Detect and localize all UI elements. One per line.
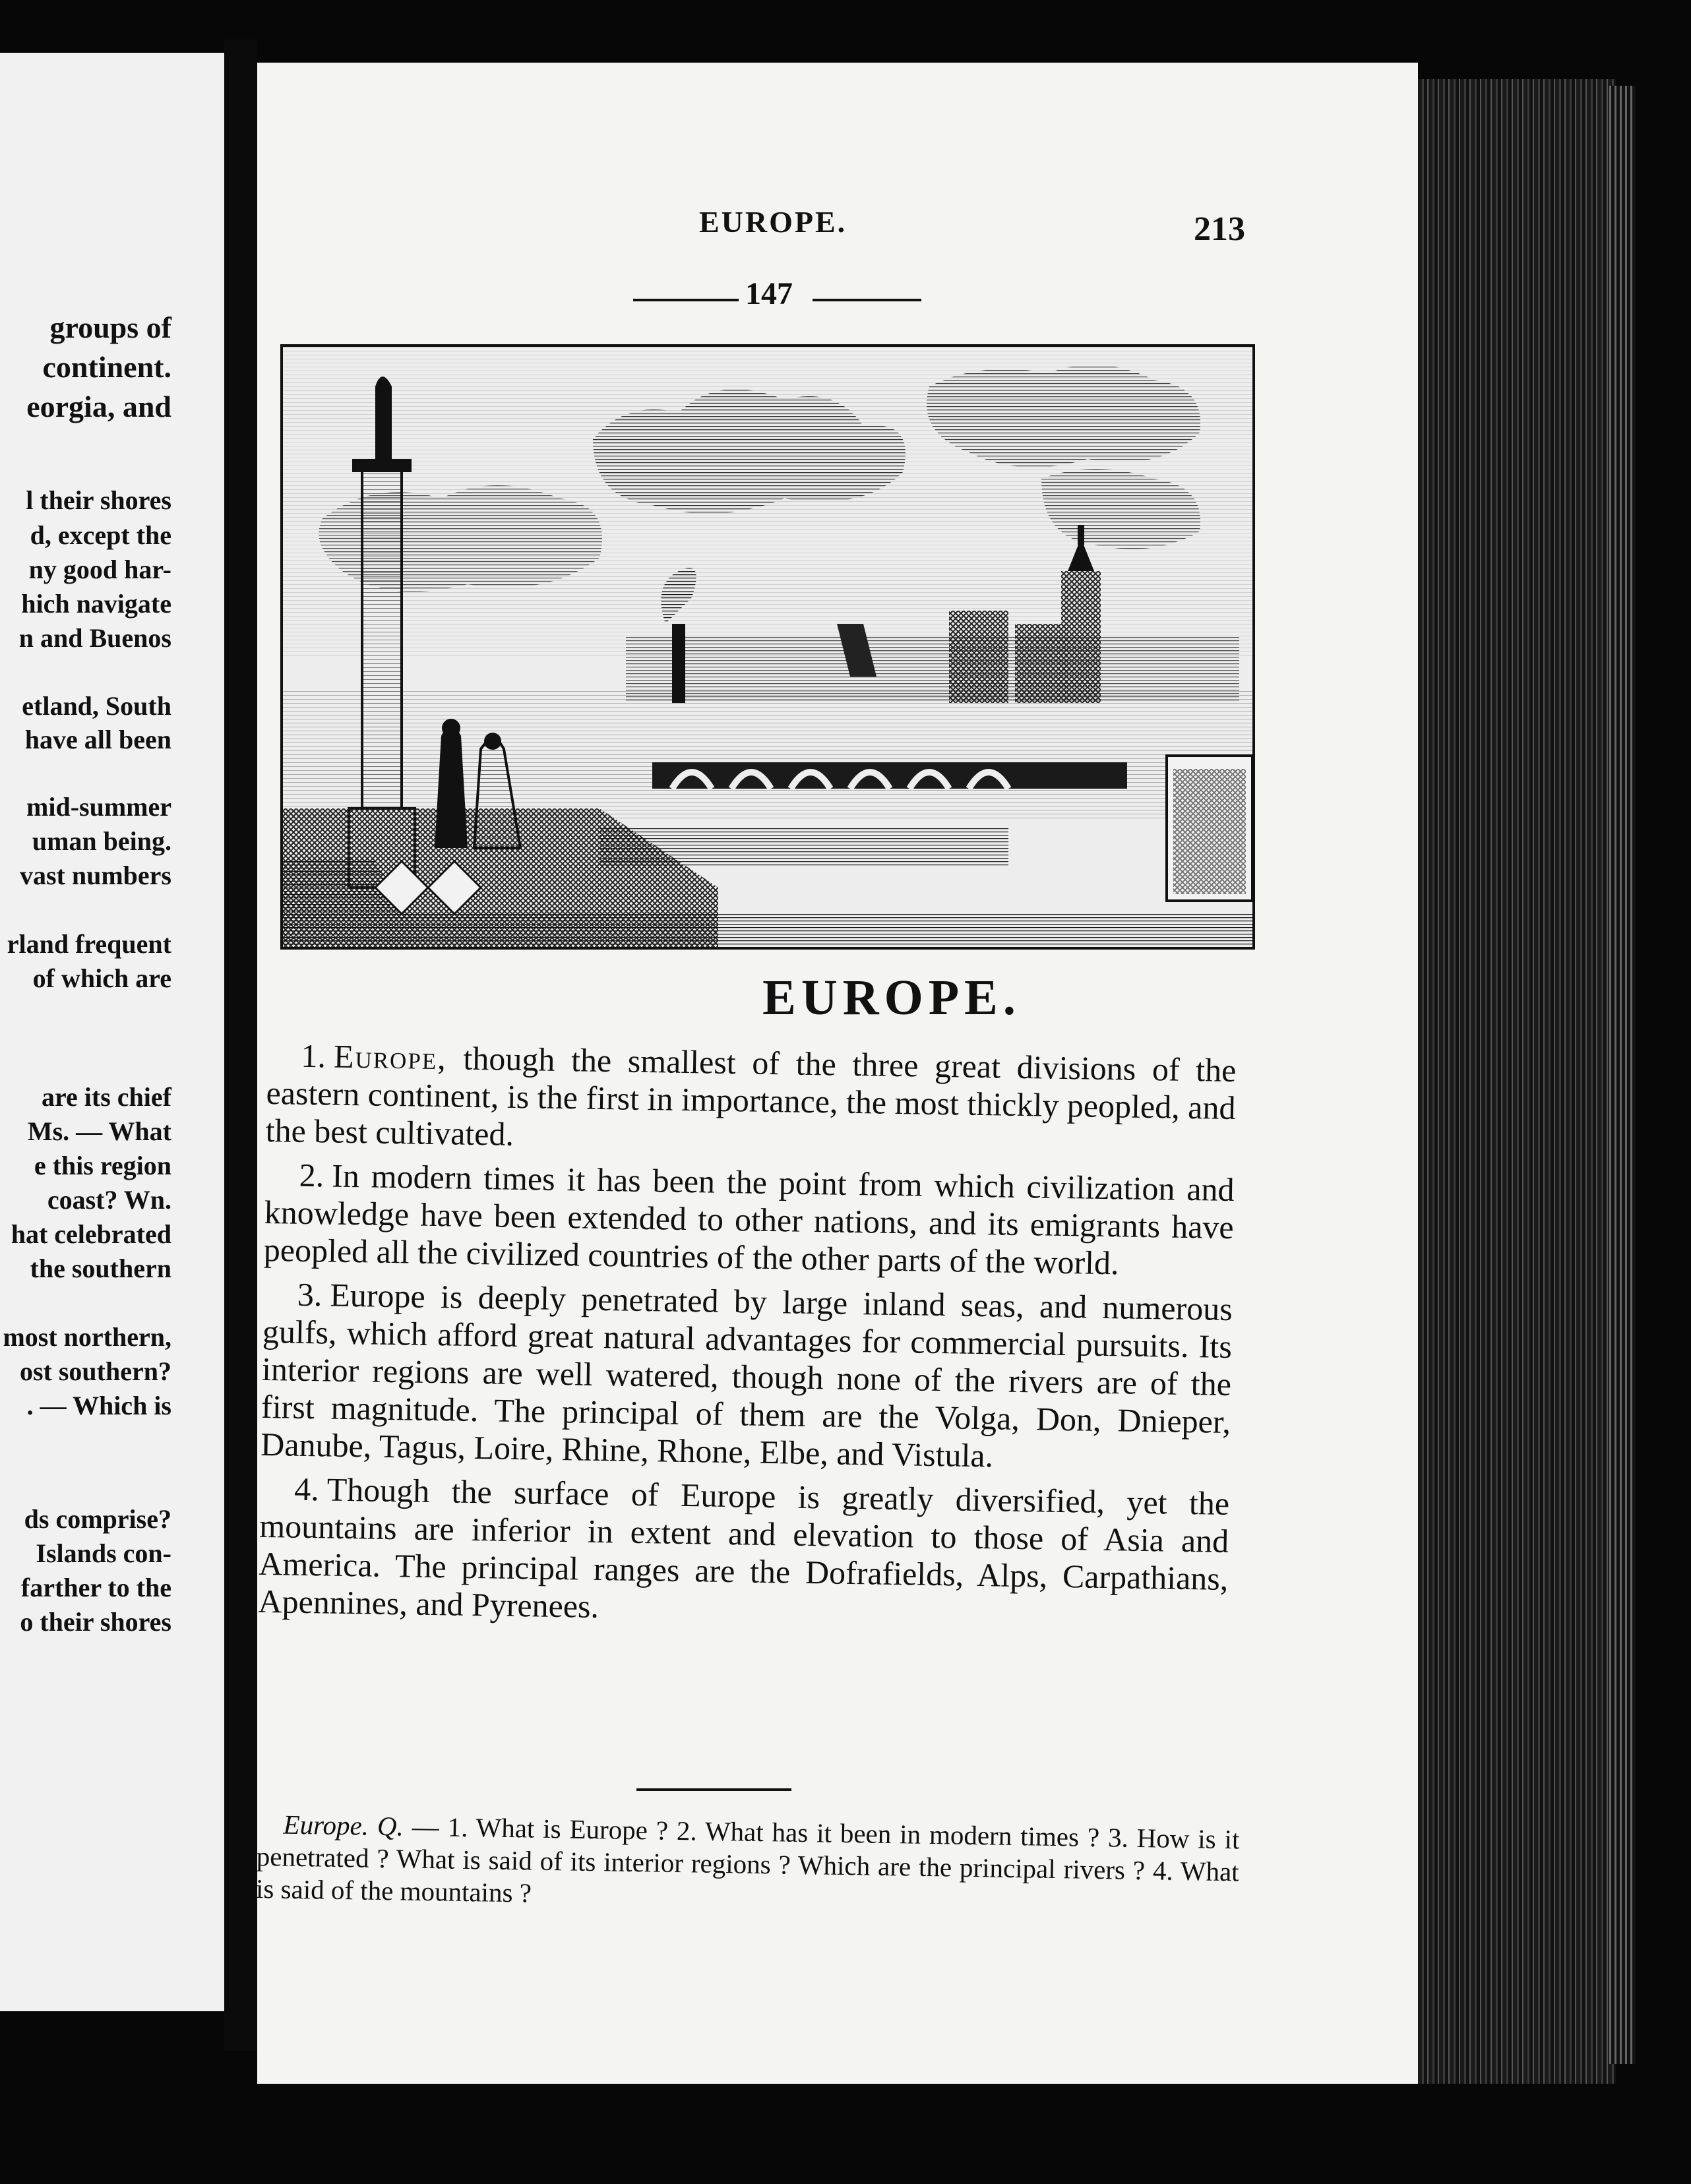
bridge <box>652 762 1127 789</box>
paragraph-1 <box>265 1037 1237 1165</box>
paragraph-lead-word: Europe, <box>333 1037 448 1077</box>
facing-page-line: rland frequent <box>7 929 171 959</box>
paragraph-number: 1. <box>301 1037 326 1075</box>
facing-page-line: the southern <box>30 1254 171 1283</box>
facing-page-line: are its chief <box>42 1082 171 1112</box>
facing-page-line: Ms. — What <box>27 1116 171 1146</box>
facing-page-line: groups of <box>49 311 171 344</box>
questions-lead: Europe. Q. <box>283 1809 404 1842</box>
facing-page-line: ost southern? <box>19 1356 171 1386</box>
facing-page-line: have all been <box>24 725 171 754</box>
paragraph-number: 3. <box>297 1275 323 1314</box>
engraving-drawing <box>283 347 1252 947</box>
facing-page-line: vast numbers <box>19 861 171 890</box>
engraving-river-city-view <box>280 344 1255 950</box>
page-edges <box>1418 79 1616 2084</box>
facing-page-line: Islands con- <box>36 1538 171 1568</box>
facing-page-fragment <box>0 53 224 2011</box>
facing-page-line: most northern, <box>3 1322 171 1352</box>
facing-page-line: coast? Wn. <box>47 1185 171 1215</box>
facing-page-line: e this region <box>34 1151 171 1180</box>
facing-page-line: hich navigate <box>21 589 171 619</box>
right-building <box>1167 756 1252 901</box>
facing-page-line: etland, South <box>22 691 171 721</box>
facing-page-line: continent. <box>42 350 171 384</box>
river <box>283 690 1252 822</box>
paragraph-text: though the smallest of the three great divisions of the eastern continent, is the first in importance, the most thickly peopled, and the best cultivated. <box>265 1039 1237 1153</box>
paragraph-number: 2. <box>299 1156 324 1194</box>
facing-page-line: uman being. <box>32 826 171 856</box>
facing-page-line: . — Which is <box>26 1391 171 1420</box>
facing-page-line: n and Buenos <box>18 623 171 653</box>
facing-page-line: l their shores <box>26 485 171 515</box>
running-head: EUROPE. <box>699 205 847 239</box>
review-questions <box>256 1808 1240 1920</box>
statue <box>375 377 392 459</box>
paragraph-text: In modern times it has been the point from which civilization and knowledge have been extended to other nations, and its emigrants have peopled all the civilized countries of the other parts of the world. <box>263 1157 1235 1282</box>
paragraph-3 <box>261 1275 1233 1478</box>
paragraph-text: Europe is deeply penetrated by large inland seas, and numerous gulfs, which afford great natural advantages for commercial pursuits. Its interior regions are well watered, though none of the rivers are of the first magnitude. The principal of them are the Volga, Don, Dnieper, Danube, Tagus, Loire, Rhine, Rhone, Elbe, and Vistula. <box>260 1276 1233 1474</box>
questions-text: — 1. What is Europe ? 2. What has it been in modern times ? 3. How is it penetrated ? What is said of its interior regions ? Which are the principal rivers ? 4. What is said of the mountains ? <box>255 1811 1240 1908</box>
body-text <box>258 1037 1237 1642</box>
paragraph-4 <box>258 1470 1229 1635</box>
facing-page-line: d, except the <box>30 520 171 550</box>
paragraph-text: Though the surface of Europe is greatly diversified, yet the mountains are inferior in extent and elevation to those of Asia and America. The principal ranges are the Dofrafields, Alps, Carpathians, Apennines, and Pyrenees. <box>258 1471 1230 1625</box>
book-gutter <box>224 40 257 2051</box>
plate-number: 147 <box>745 276 793 311</box>
section-title: EUROPE. <box>762 970 1021 1025</box>
paragraph-2 <box>263 1156 1235 1284</box>
facing-page-line: ds comprise? <box>24 1504 171 1534</box>
footnote-rule <box>636 1788 791 1791</box>
paragraph-number: 4. <box>293 1470 320 1508</box>
facing-page-line: of which are <box>32 963 171 993</box>
facing-page-line: ny good har- <box>28 555 171 584</box>
facing-page-line: mid-summer <box>26 792 171 822</box>
page-number: 213 <box>1194 210 1245 248</box>
facing-page-line: farther to the <box>20 1573 171 1602</box>
facing-page-line: o their shores <box>20 1607 171 1637</box>
plate-rule-left <box>633 299 739 301</box>
plate-rule-right <box>813 299 921 301</box>
page-edges-outer <box>1609 86 1636 2064</box>
facing-page-line: hat celebrated <box>11 1219 171 1249</box>
facing-page-line: eorgia, and <box>26 390 171 423</box>
